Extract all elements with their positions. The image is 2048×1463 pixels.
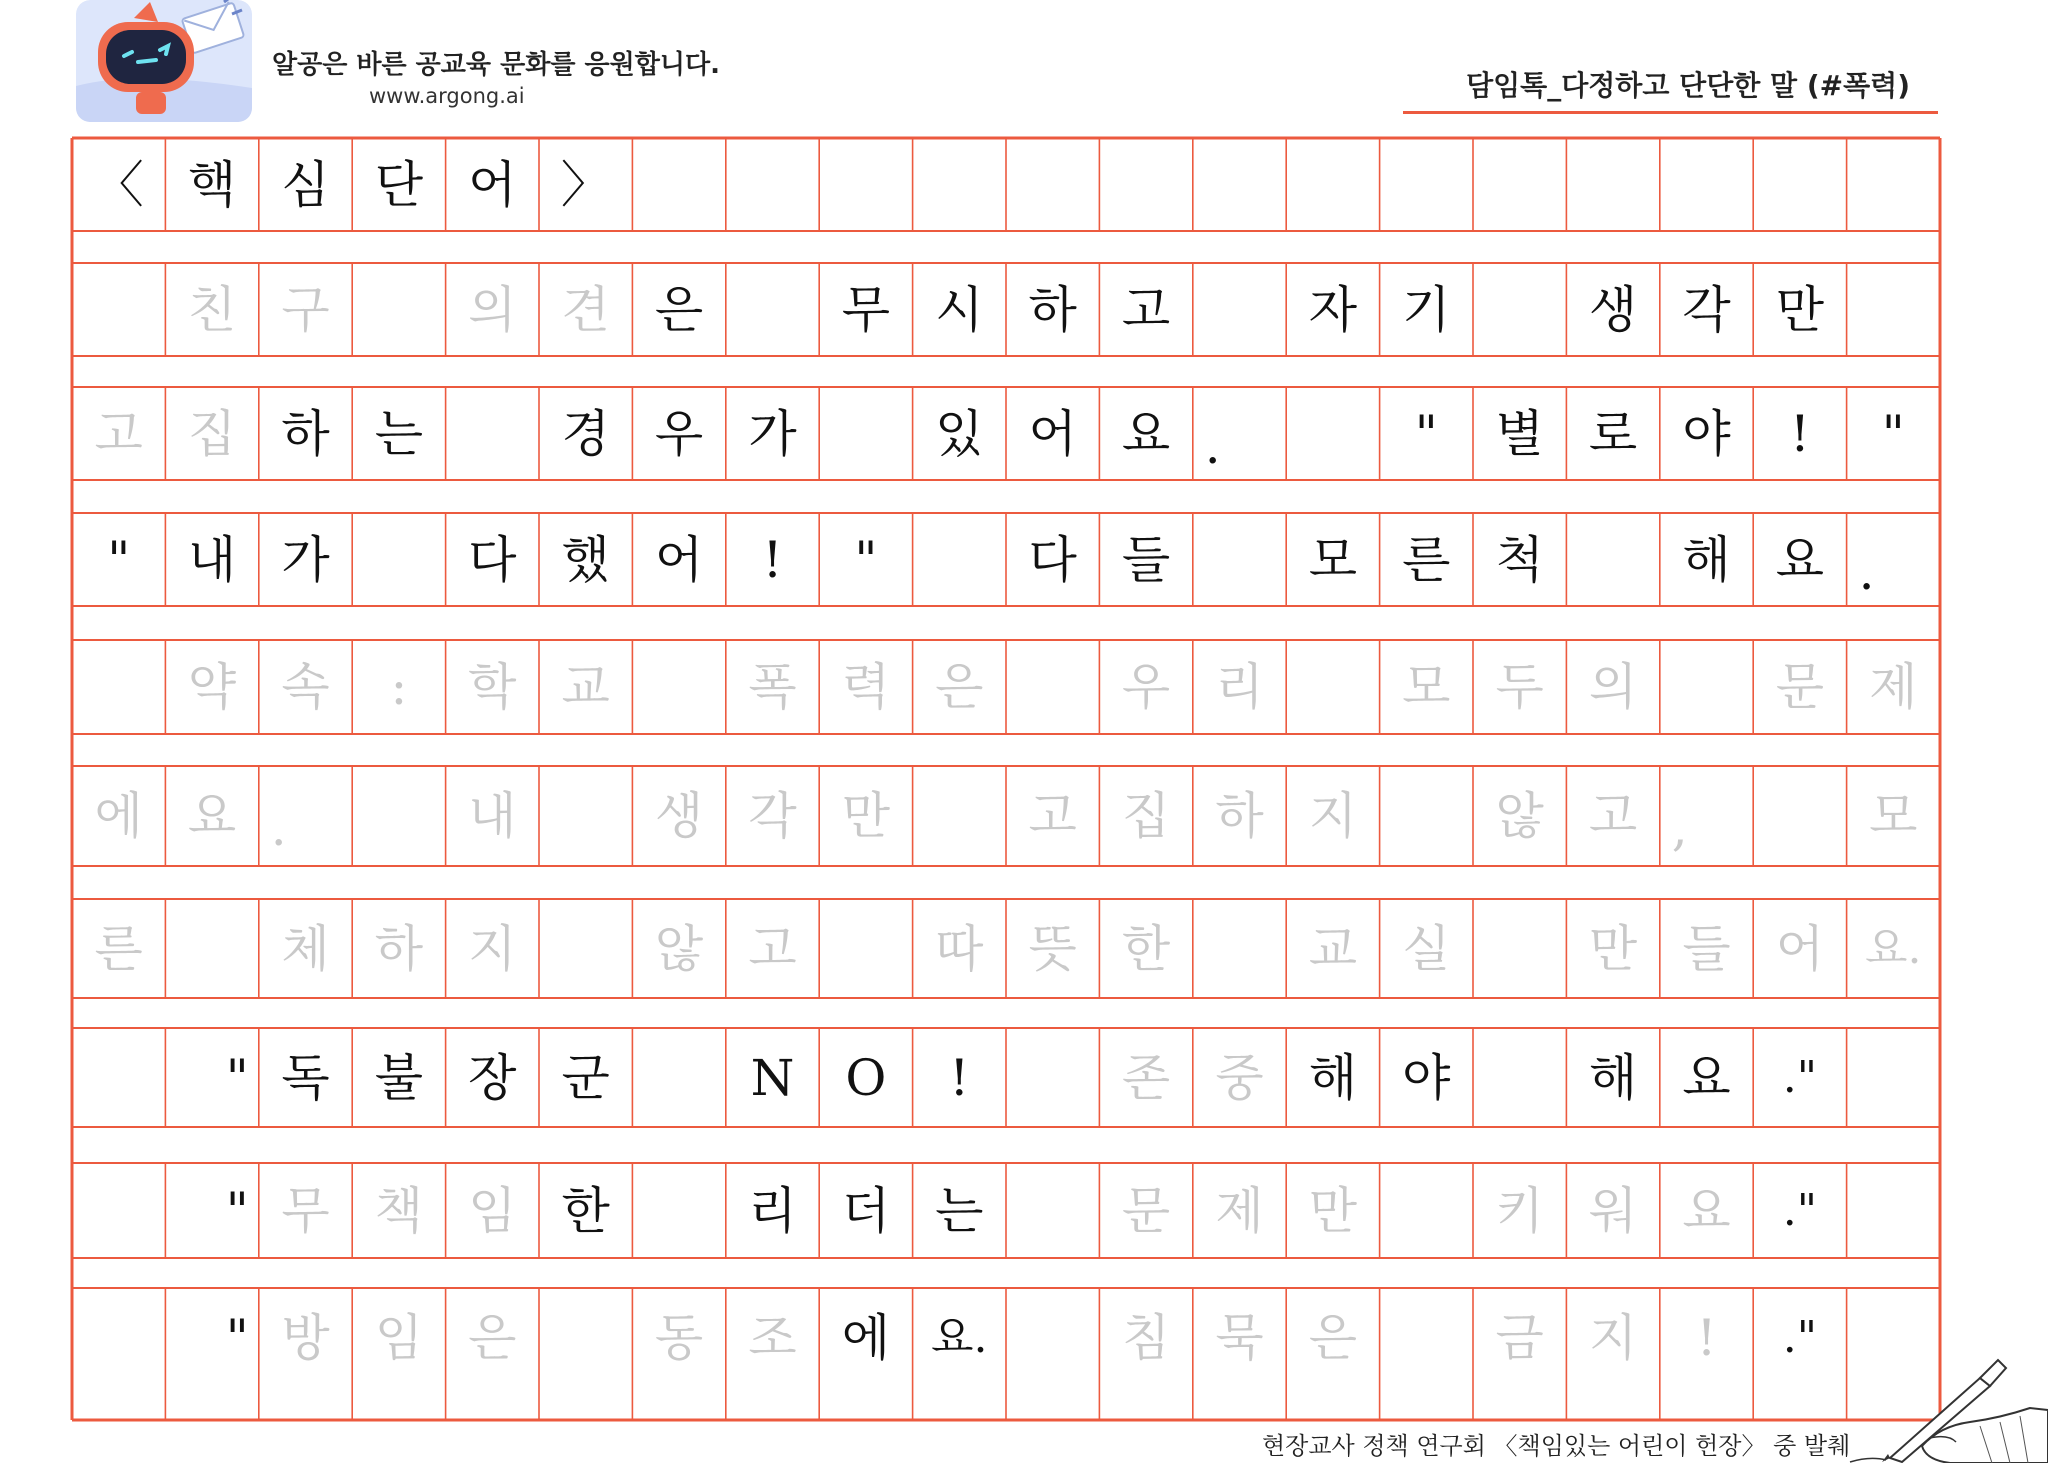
grid-character: 교 [561,658,610,716]
grid-character: 〈 [93,155,144,214]
grid-character: 시 [935,280,984,339]
grid-character: 고 [1588,787,1638,845]
grid-character: 고 [748,919,797,978]
grid-character: 심 [281,155,330,214]
grid-character: 뜻 [1028,919,1077,978]
grid-character: ! [1696,1309,1717,1367]
grid-character: 내 [468,787,517,845]
grid-character: 약 [187,658,237,716]
grid-character: 견 [561,280,610,339]
grid-character: 해 [1682,530,1731,589]
grid-character: 존 [1121,1048,1171,1107]
grid-character: 금 [1495,1309,1544,1367]
grid-character: 했 [561,530,610,589]
grid-character: 지 [1308,787,1358,845]
grid-character: 요 [1682,1048,1731,1107]
grid-character: 요. [931,1312,988,1363]
grid-character: N [750,1048,795,1107]
grid-character: 들 [1682,919,1731,978]
grid-character: 실 [1402,919,1451,978]
grid-character: ! [762,530,783,589]
grid-character: : [390,658,408,716]
grid-character: 어 [1775,919,1825,978]
grid-character: . [1204,416,1221,475]
grid-character: 고 [94,404,143,463]
grid-character: 리 [1215,658,1264,716]
grid-character: 무 [841,280,891,339]
grid-character: ." [1782,1312,1817,1363]
grid-character: 단 [374,155,424,214]
grid-character: 요 [1682,1181,1731,1240]
grid-character: 속 [281,658,330,716]
grid-character: 친 [187,280,237,339]
grid-character: " [225,1048,249,1107]
grid-character: 고 [1028,787,1077,845]
grid-character: O [845,1048,887,1107]
grid-character: 침 [1121,1309,1171,1367]
grid-character: " [1414,404,1438,463]
grid-character: 있 [935,404,984,463]
grid-character: 로 [1588,404,1638,463]
grid-character: 모 [1402,658,1451,716]
grid-character: 핵 [187,155,237,214]
grid-character: 우 [1121,658,1171,716]
grid-character: 만 [1775,280,1825,339]
grid-character: 하 [374,919,424,978]
grid-character: " [1881,404,1905,463]
grid-character: 리 [748,1181,797,1240]
grid-character: 고 [1121,280,1171,339]
grid-character: 집 [187,404,237,463]
grid-character: 에 [841,1309,891,1367]
grid-character: . [270,799,287,857]
grid-character: 어 [1028,404,1077,463]
grid-character: 구 [281,280,330,339]
grid-character: 문 [1775,658,1825,716]
document-title: 담임톡_다정하고 단단한 말 (#폭력) [1466,69,1910,102]
grid-character: 해 [1588,1048,1638,1107]
grid-character: 독 [281,1048,330,1107]
grid-character: 척 [1495,530,1544,589]
grid-character: 중 [1215,1048,1264,1107]
grid-character: 기 [1402,280,1451,339]
grid-character: 않 [1495,787,1544,845]
grid-character: 군 [561,1048,610,1107]
brand-url: www.argong.ai [369,84,525,108]
grid-character: 른 [1402,530,1451,589]
grid-character: 자 [1308,280,1358,339]
grid-character: " [854,530,878,589]
grid-character: 내 [187,530,237,589]
grid-character: 른 [94,919,143,978]
grid-character: 묵 [1215,1309,1264,1367]
grid-character: 책 [374,1181,424,1240]
grid-character: 하 [1028,280,1077,339]
grid-character: 요 [1121,404,1171,463]
grid-character: 제 [1869,658,1918,716]
grid-character: 별 [1495,404,1544,463]
grid-character: 우 [654,404,704,463]
grid-character: 모 [1869,787,1918,845]
grid-character: 조 [748,1309,797,1367]
grid-character: 학 [468,658,517,716]
grid-character: , [1671,799,1688,857]
grid-character: 〉 [560,155,611,214]
grid-character: 동 [654,1309,704,1367]
grid-character: 각 [1682,280,1731,339]
grid-character: 문 [1121,1181,1171,1240]
grid-character: 폭 [748,658,797,716]
grid-character: 은 [654,280,704,339]
grid-character: 은 [468,1309,517,1367]
grid-character: 들 [1121,530,1171,589]
grid-character: 은 [935,658,984,716]
grid-character: 집 [1121,787,1171,845]
grid-character: 의 [1588,658,1638,716]
grid-character: 야 [1682,404,1731,463]
grid-character: " [225,1309,249,1367]
grid-character: 요 [187,787,237,845]
grid-character: 키 [1495,1181,1544,1240]
grid-character: 의 [468,280,517,339]
grid-character: 다 [468,530,517,589]
grid-character: 생 [654,787,704,845]
grid-character: 하 [281,404,330,463]
grid-character: 체 [281,919,330,978]
grid-character: 두 [1495,658,1544,716]
grid-character: " [225,1181,249,1240]
grid-character: 않 [654,919,704,978]
grid-character: ." [1782,1184,1817,1236]
grid-character: ." [1782,1051,1817,1103]
grid-character: 더 [841,1181,891,1240]
grid-character: 어 [468,155,517,214]
grid-character: 만 [1588,919,1638,978]
grid-character: 임 [468,1181,517,1240]
grid-character: 다 [1028,530,1077,589]
grid-character: 한 [1121,919,1171,978]
grid-character: 방 [281,1309,330,1367]
grid-character: 는 [935,1181,984,1240]
grid-character: 워 [1588,1181,1638,1240]
grid-character: . [1858,542,1875,601]
grid-character: 지 [468,919,517,978]
brand-slogan: 알공은 바른 공교육 문화를 응원합니다. [272,50,720,80]
grid-character: 는 [374,404,424,463]
grid-character: 각 [748,787,797,845]
grid-character: 요 [1775,530,1825,589]
grid-character: 모 [1308,530,1358,589]
grid-character: 불 [374,1048,424,1107]
grid-character: 제 [1215,1181,1264,1240]
grid-character: 어 [654,530,704,589]
source-credit: 현장교사 정책 연구회 〈책임있는 어린이 헌장〉 중 발췌 [1262,1432,1851,1460]
grid-character: 한 [561,1181,610,1240]
grid-character: 력 [841,658,891,716]
grid-character: 가 [281,530,330,589]
grid-character: 생 [1588,280,1638,339]
grid-character: 만 [1308,1181,1358,1240]
grid-character: 야 [1402,1048,1451,1107]
grid-character: 경 [561,404,610,463]
grid-character: 교 [1308,919,1358,978]
grid-character: 은 [1308,1309,1358,1367]
grid-character: 가 [748,404,797,463]
grid-character: " [107,530,131,589]
grid-character: 지 [1588,1309,1638,1367]
grid-character: 임 [374,1309,424,1367]
grid-character: ! [949,1048,970,1107]
grid-character: 해 [1308,1048,1358,1107]
grid-character: 요. [1865,922,1922,974]
grid-character: 무 [281,1181,330,1240]
hand-writing-pen-icon [1830,1338,2048,1463]
grid-character: 하 [1215,787,1264,845]
grid-character: 따 [935,919,984,978]
grid-character: 장 [468,1048,517,1107]
grid-character: ! [1789,404,1810,463]
grid-character: 에 [94,787,143,845]
grid-character: 만 [841,787,891,845]
